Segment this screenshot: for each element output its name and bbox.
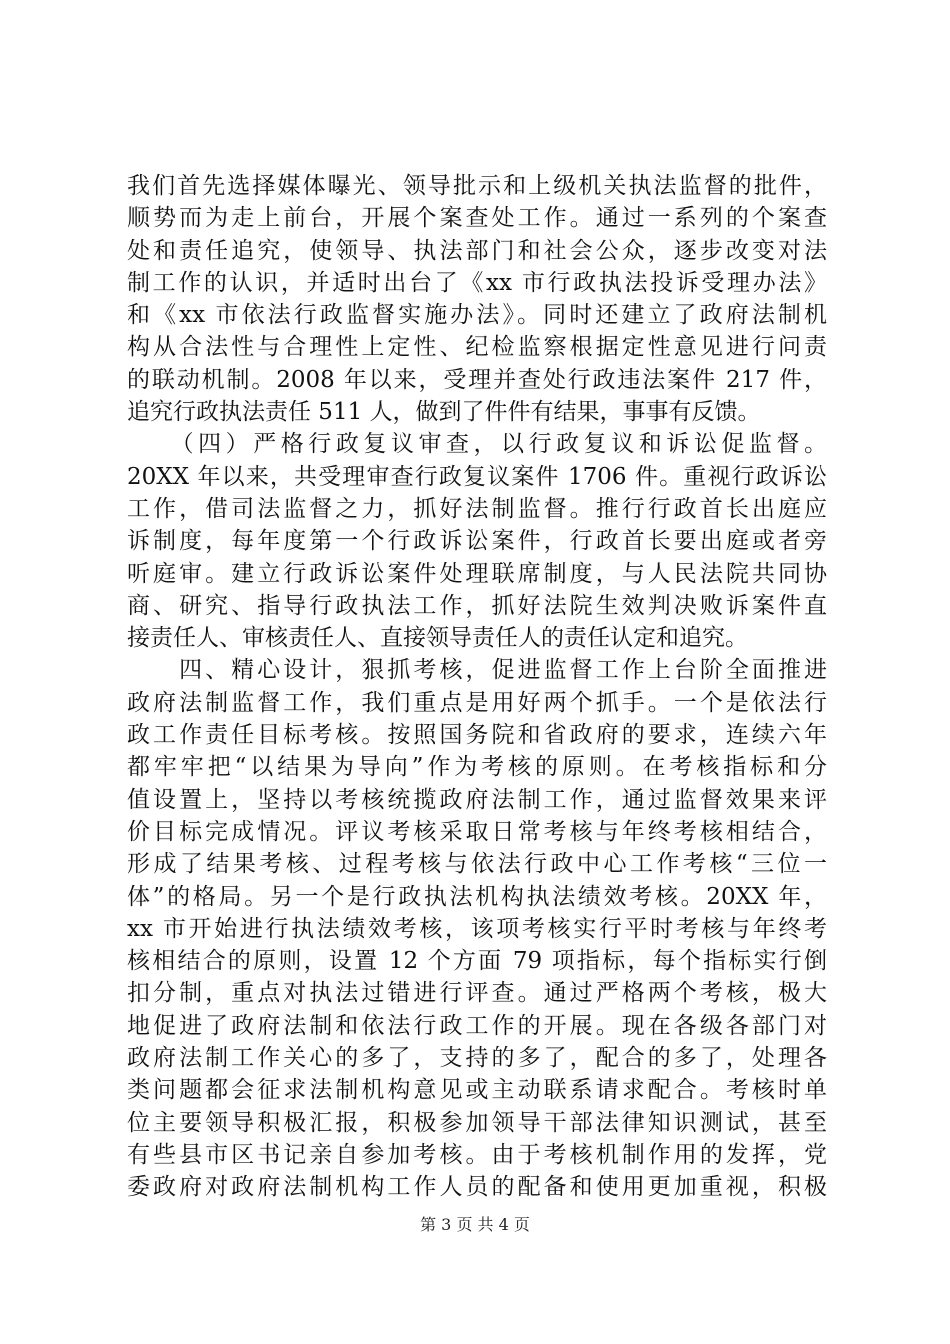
text-line: xx 市开始进行执法绩效考核，该项考核实行平时考核与年终考: [127, 915, 827, 942]
document-body: [127, 170, 827, 1204]
text-line: 追究行政执法责任 511 人，做到了件件有结果，事事有反馈。: [127, 399, 761, 426]
text-line: 政府法制监督工作，我们重点是用好两个抓手。一个是依法行: [127, 689, 827, 716]
text-line: 处和责任追究，使领导、执法部门和社会公众，逐步改变对法: [127, 237, 827, 264]
text-line: 值设置上，坚持以考核统揽政府法制工作，通过监督效果来评: [127, 786, 827, 813]
text-line: 体”的格局。另一个是行政执法机构执法绩效考核。20XX 年，: [127, 883, 827, 910]
text-line: 形成了结果考核、过程考核与依法行政中心工作考核“三位一: [127, 851, 827, 878]
page-footer: 第 3 页 共 4 页: [420, 1215, 530, 1234]
text-line: 听庭审。建立行政诉讼案件处理联席制度，与人民法院共同协: [127, 560, 827, 587]
text-line: 都牢牢把“以结果为导向”作为考核的原则。在考核指标和分: [127, 754, 827, 781]
text-line: 委政府对政府法制机构工作人员的配备和使用更加重视，积极: [127, 1174, 827, 1201]
text-line: 诉制度，每年度第一个行政诉讼案件，行政首长要出庭或者旁: [127, 528, 827, 555]
text-line: （四）严格行政复议审查，以行政复议和诉讼促监督。: [127, 431, 827, 458]
text-line: 核相结合的原则，设置 12 个方面 79 项指标，每个指标实行倒: [127, 948, 827, 975]
text-line: 和《xx 市依法行政监督实施办法》。同时还建立了政府法制机: [127, 302, 827, 329]
text-line: 构从合法性与合理性上定性、纪检监察根据定性意见进行问责: [127, 334, 827, 361]
text-line: 地促进了政府法制和依法行政工作的开展。现在各级各部门对: [127, 1012, 827, 1039]
text-line: 政府法制工作关心的多了，支持的多了，配合的多了，处理各: [127, 1045, 827, 1072]
text-line: 商、研究、指导行政执法工作，抓好法院生效判决败诉案件直: [127, 592, 827, 619]
text-line: 接责任人、审核责任人、直接领导责任人的责任认定和追究。: [127, 625, 748, 652]
text-line: 政工作责任目标考核。按照国务院和省政府的要求，连续六年: [127, 722, 827, 749]
text-line: 的联动机制。2008 年以来，受理并查处行政违法案件 217 件，: [127, 366, 827, 393]
text-line: 有些县市区书记亲自参加考核。由于考核机制作用的发挥，党: [127, 1141, 827, 1168]
text-line: 顺势而为走上前台，开展个案查处工作。通过一系列的个案查: [127, 205, 827, 232]
text-line: 制工作的认识，并适时出台了《xx 市行政执法投诉受理办法》: [127, 269, 827, 296]
text-line: 位主要领导积极汇报，积极参加领导干部法律知识测试，甚至: [127, 1109, 827, 1136]
text-line: 工作，借司法监督之力，抓好法制监督。推行行政首长出庭应: [127, 495, 827, 522]
text-line: 20XX 年以来，共受理审查行政复议案件 1706 件。重视行政诉讼: [127, 463, 827, 490]
text-line: 四、精心设计，狠抓考核，促进监督工作上台阶全面推进: [127, 657, 827, 684]
text-line: 我们首先选择媒体曝光、领导批示和上级机关执法监督的批件，: [127, 173, 827, 199]
text-line: 价目标完成情况。评议考核采取日常考核与年终考核相结合，: [127, 818, 827, 845]
text-line: 扣分制，重点对执法过错进行评查。通过严格两个考核，极大: [127, 980, 827, 1007]
text-line: 类问题都会征求法制机构意见或主动联系请求配合。考核时单: [127, 1077, 827, 1104]
